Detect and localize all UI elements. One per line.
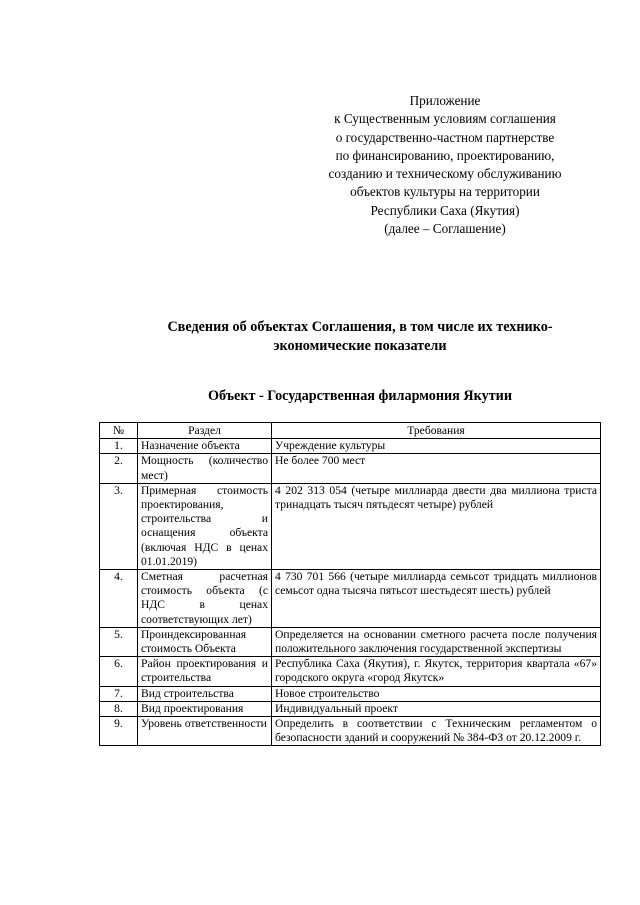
row-requirement: Учреждение культуры — [272, 439, 601, 454]
heading-line-2: экономические показатели — [273, 338, 447, 354]
row-requirement: Не более 700 мест — [272, 454, 601, 483]
document-heading — [120, 318, 600, 356]
row-number: 7. — [100, 686, 138, 701]
row-requirement: Республика Саха (Якутия), г. Якутск, территория квартала «67» городского округа «город Якутск» — [272, 657, 601, 686]
table-row — [100, 483, 601, 569]
appendix-line: о государственно-частном партнерстве — [335, 129, 555, 145]
row-requirement: 4 202 313 054 (четыре миллиарда двести два миллиона триста тринадцать тысяч пятьдесят четыре) рублей — [272, 483, 601, 569]
table-row — [100, 439, 601, 454]
row-section: Назначение объекта — [138, 439, 272, 454]
row-section: Район проектирования и строительства — [138, 657, 272, 686]
row-section: Вид проектирования — [138, 701, 272, 716]
row-section: Уровень ответственности — [138, 717, 272, 746]
appendix-line: (далее – Соглашение) — [384, 221, 506, 237]
row-number: 1. — [100, 439, 138, 454]
appendix-line: объектов культуры на территории — [350, 184, 540, 200]
row-number: 5. — [100, 627, 138, 656]
row-number: 8. — [100, 701, 138, 716]
row-section: Проиндексированная стоимость Объекта — [138, 627, 272, 656]
appendix-line: к Существенным условиям соглашения — [334, 111, 556, 127]
row-requirement: 4 730 701 566 (четыре миллиарда семьсот тридцать миллионов семьсот одна тысяча пятьсот шестьдесят шесть) рублей — [272, 570, 601, 628]
row-requirement: Индивидуальный проект — [272, 701, 601, 716]
row-section: Примерная стоимость проектирования, строительства и оснащения объекта (включая НДС в ценах 01.01.2019) — [138, 483, 272, 569]
header-requirements: Требования — [272, 423, 601, 439]
appendix-line: по финансированию, проектированию, — [335, 147, 555, 163]
heading-line-1: Сведения об объектах Соглашения, в том числе их технико- — [167, 319, 553, 335]
table-row — [100, 454, 601, 483]
table-row — [100, 627, 601, 656]
requirements-table — [99, 422, 601, 746]
table-row — [100, 657, 601, 686]
row-number: 3. — [100, 483, 138, 569]
row-section: Мощность (количество мест) — [138, 454, 272, 483]
table-row — [100, 570, 601, 628]
row-requirement: Определяется на основании сметного расчета после получения положительного заключения государственной экспертизы — [272, 627, 601, 656]
object-title: Объект - Государственная филармония Якутии — [207, 388, 513, 404]
row-number: 6. — [100, 657, 138, 686]
table-row — [100, 717, 601, 746]
row-section: Сметная расчетная стоимость объекта (с НДС в ценах соответствующих лет) — [138, 570, 272, 628]
appendix-note — [290, 92, 600, 238]
row-section: Вид строительства — [138, 686, 272, 701]
appendix-line: Приложение — [409, 93, 481, 108]
row-number: 9. — [100, 717, 138, 746]
header-section: Раздел — [138, 423, 272, 439]
row-number: 4. — [100, 570, 138, 628]
row-requirement: Определить в соответствии с Техническим регламентом о безопасности зданий и сооружений № 384-ФЗ от 20.12.2009 г. — [272, 717, 601, 746]
header-number: № — [100, 423, 138, 439]
row-number: 2. — [100, 454, 138, 483]
appendix-line: Республики Саха (Якутия) — [370, 202, 520, 218]
row-requirement: Новое строительство — [272, 686, 601, 701]
table-row — [100, 686, 601, 701]
appendix-line: созданию и техническому обслуживанию — [328, 166, 562, 182]
table-row — [100, 701, 601, 716]
table-header-row — [100, 423, 601, 439]
